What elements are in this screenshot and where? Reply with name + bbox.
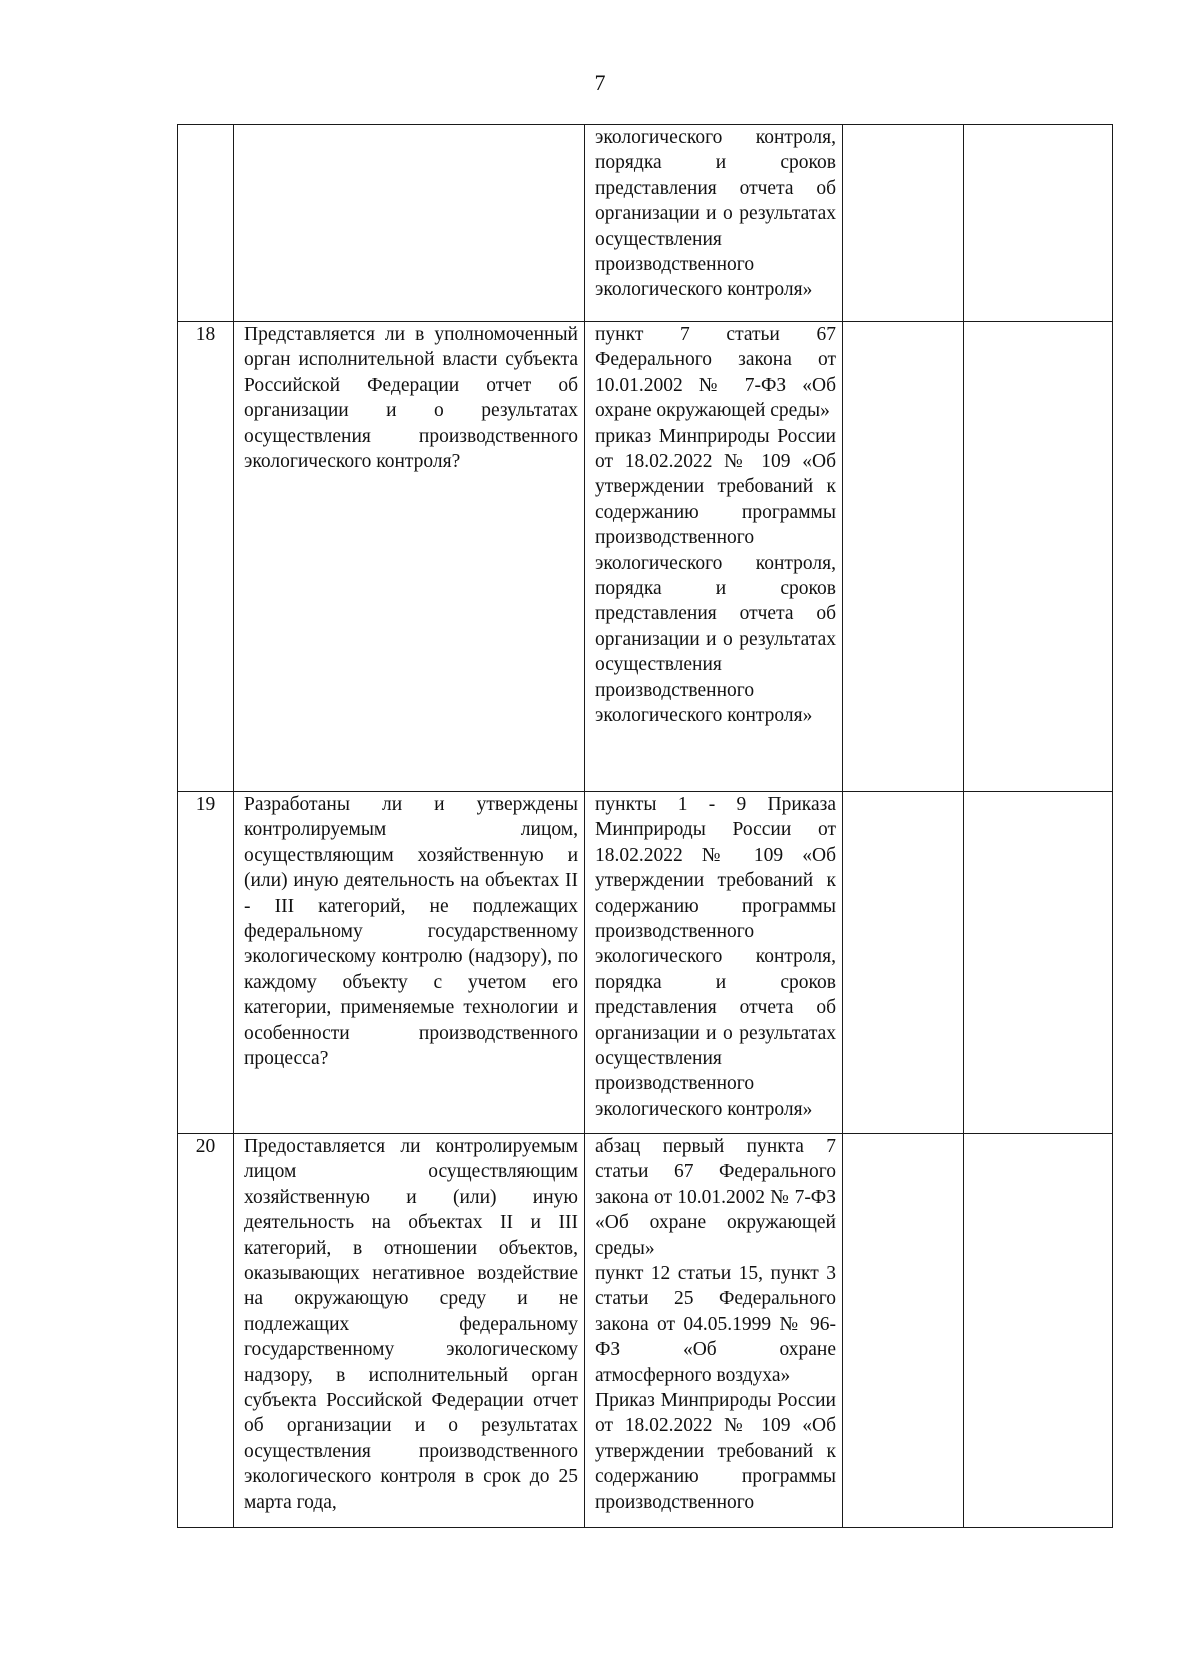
question-text xyxy=(234,125,585,322)
answer-cell xyxy=(843,125,964,322)
row-number: 19 xyxy=(178,792,234,1134)
note-cell xyxy=(964,1134,1113,1528)
row-number: 20 xyxy=(178,1134,234,1528)
reference-paragraph: пункты 1 - 9 Приказа Минприроды России от 18.02.2022 № 109 «Об утверждении требований к содержанию программы производственного экологического контроля, порядка и сроков представления отчета об организации и о результатах осуществления производственного экологического контроля» xyxy=(595,794,836,1120)
note-cell xyxy=(964,125,1113,322)
legal-reference xyxy=(585,125,843,322)
legal-reference xyxy=(585,792,843,1134)
checklist-table xyxy=(177,124,1113,1528)
question-text: Разработаны ли и утверждены контролируемым лицом, осуществляющим хозяйственную и (или) иную деятельность на объектах II - III категорий, не подлежащих федеральному государственному экологическому контролю (надзору), по каждому объекту с учетом его категории, применяемые технологии и особенности производственного процесса? xyxy=(234,792,585,1134)
note-cell xyxy=(964,322,1113,792)
page-number: 7 xyxy=(594,70,606,95)
row-number xyxy=(178,125,234,322)
answer-cell xyxy=(843,792,964,1134)
answer-cell xyxy=(843,322,964,792)
reference-paragraph: экологического контроля, порядка и сроков представления отчета об организации и о результатах осуществления производственного экологического контроля» xyxy=(595,127,836,301)
reference-paragraph: абзац первый пункта 7 статьи 67 Федерального закона от 10.01.2002 № 7-ФЗ «Об охране окружающей среды» xyxy=(595,1136,836,1259)
legal-reference xyxy=(585,1134,843,1528)
table-row xyxy=(178,322,1113,792)
row-number: 18 xyxy=(178,322,234,792)
question-text: Представляется ли в уполномоченный орган исполнительной власти субъекта Российской Федерации отчет об организации и о результатах осуществления производственного экологического контроля? xyxy=(234,322,585,792)
reference-paragraph: пункт 12 статьи 15, пункт 3 статьи 25 Федерального закона от 04.05.1999 № 96-ФЗ «Об охране атмосферного воздуха» xyxy=(595,1263,836,1386)
table-row xyxy=(178,792,1113,1134)
question-text: Предоставляется ли контролируемым лицом осуществляющим хозяйственную и (или) иную деятельность на объектах II и III категорий, в отношении объектов, оказывающих негативное воздействие на окружающую среду и не подлежащих федеральному государственному экологическому надзору, в исполнительный орган субъекта Российской Федерации отчет об организации и о результатах осуществления производственного экологического контроля в срок до 25 марта года, xyxy=(234,1134,585,1528)
table-row xyxy=(178,1134,1113,1528)
answer-cell xyxy=(843,1134,964,1528)
table-row xyxy=(178,125,1113,322)
reference-paragraph: Приказ Минприроды России от 18.02.2022 № 109 «Об утверждении требований к содержанию программы производственного xyxy=(595,1390,836,1513)
reference-paragraph: приказ Минприроды России от 18.02.2022 № 109 «Об утверждении требований к содержанию программы производственного экологического контроля, порядка и сроков представления отчета об организации и о результатах осуществления производственного экологического контроля» xyxy=(595,425,836,727)
note-cell xyxy=(964,792,1113,1134)
legal-reference xyxy=(585,322,843,792)
reference-paragraph: пункт 7 статьи 67 Федерального закона от 10.01.2002 № 7-ФЗ «Об охране окружающей среды» xyxy=(595,324,836,422)
